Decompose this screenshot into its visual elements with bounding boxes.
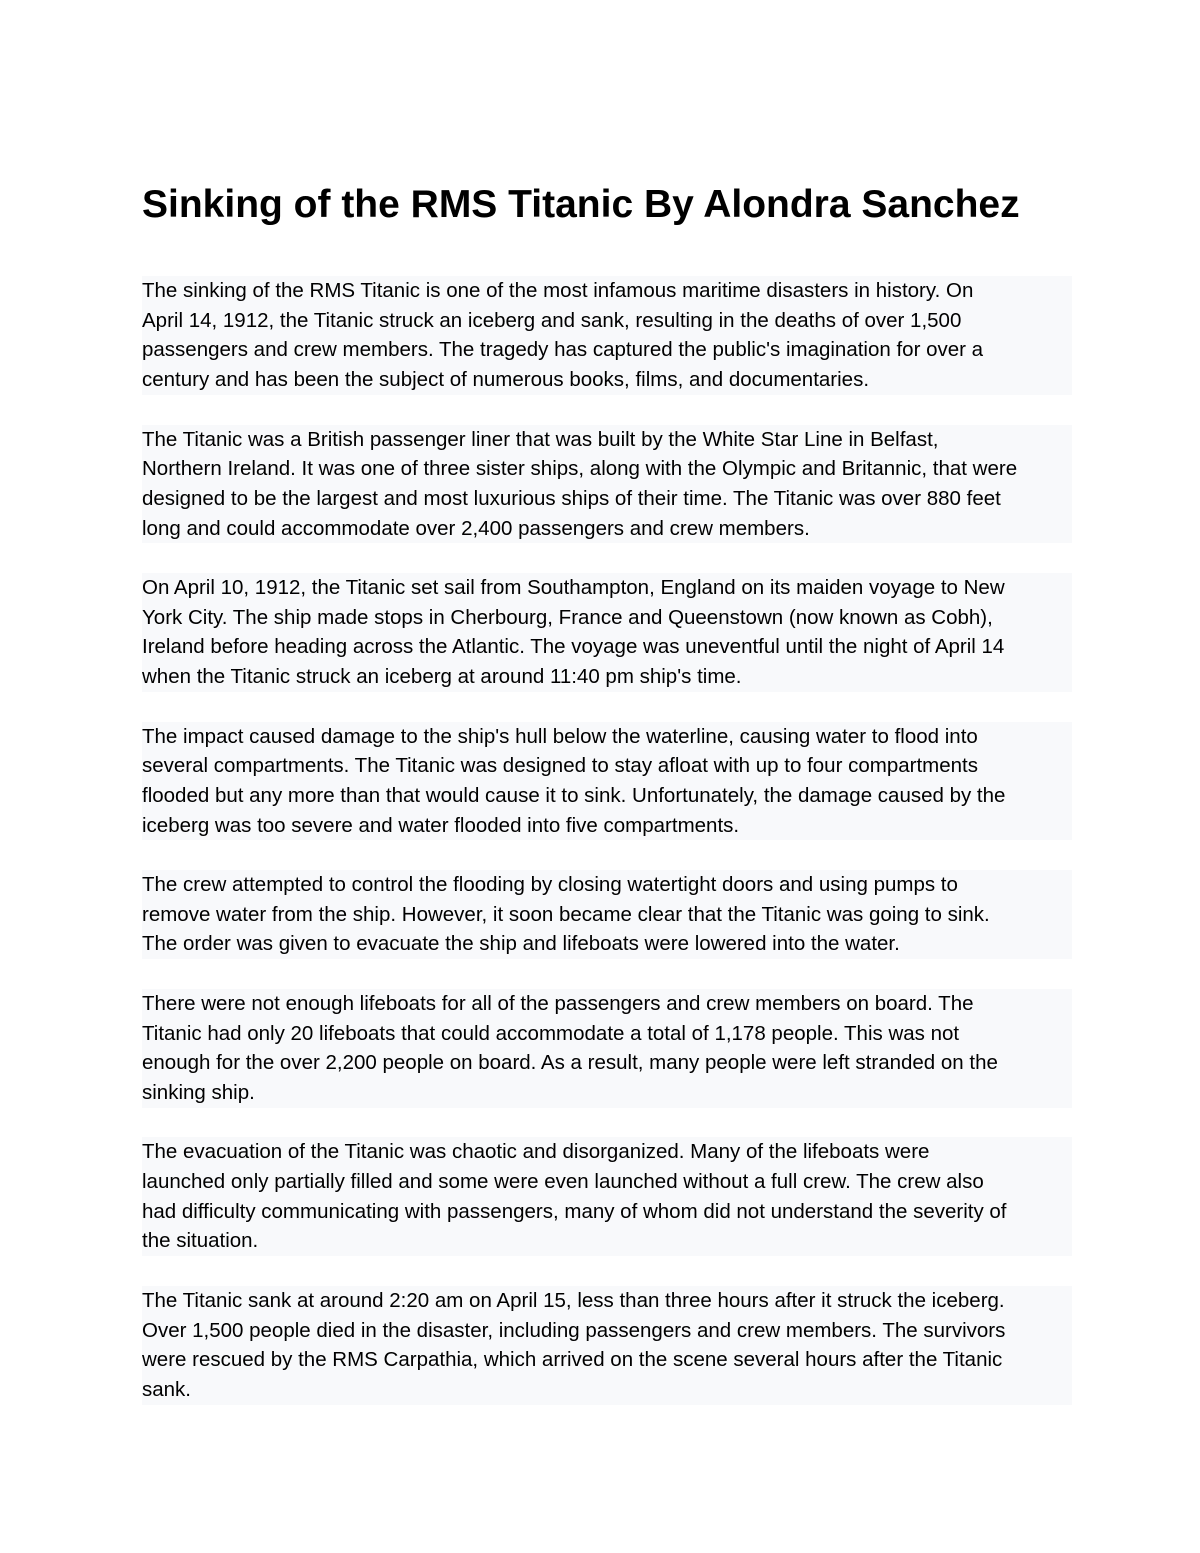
text-line: Over 1,500 people died in the disaster, including passengers and crew members. The survivors xyxy=(142,1316,1072,1346)
text-line: passengers and crew members. The tragedy has captured the public's imagination for over a xyxy=(142,335,1072,365)
document-title: Sinking of the RMS Titanic By Alondra Sanchez xyxy=(142,183,1020,226)
paragraph-sinking xyxy=(142,1286,1072,1405)
text-line: sank. xyxy=(142,1375,1072,1405)
text-line: On April 10, 1912, the Titanic set sail from Southampton, England on its maiden voyage to New xyxy=(142,573,1072,603)
document-body xyxy=(142,276,1072,1434)
paragraph-introduction xyxy=(142,276,1072,395)
text-line: The evacuation of the Titanic was chaotic and disorganized. Many of the lifeboats were xyxy=(142,1137,1072,1167)
text-line: launched only partially filled and some were even launched without a full crew. The crew also xyxy=(142,1167,1072,1197)
paragraph-lifeboats xyxy=(142,989,1072,1108)
text-line: had difficulty communicating with passengers, many of whom did not understand the severity of xyxy=(142,1197,1072,1227)
text-line: long and could accommodate over 2,400 passengers and crew members. xyxy=(142,514,1072,544)
text-line: designed to be the largest and most luxurious ships of their time. The Titanic was over 880 feet xyxy=(142,484,1072,514)
text-line: The order was given to evacuate the ship and lifeboats were lowered into the water. xyxy=(142,929,1072,959)
paragraph-maiden-voyage xyxy=(142,573,1072,692)
text-line: York City. The ship made stops in Cherbourg, France and Queenstown (now known as Cobh), xyxy=(142,603,1072,633)
text-line: enough for the over 2,200 people on board. As a result, many people were left stranded on the xyxy=(142,1048,1072,1078)
text-line: were rescued by the RMS Carpathia, which arrived on the scene several hours after the Titanic xyxy=(142,1345,1072,1375)
text-line: iceberg was too severe and water flooded into five compartments. xyxy=(142,811,1072,841)
text-line: The sinking of the RMS Titanic is one of the most infamous maritime disasters in history. On xyxy=(142,276,1072,306)
text-line: There were not enough lifeboats for all of the passengers and crew members on board. The xyxy=(142,989,1072,1019)
paragraph-crew-response xyxy=(142,870,1072,959)
text-line: when the Titanic struck an iceberg at around 11:40 pm ship's time. xyxy=(142,662,1072,692)
text-line: Northern Ireland. It was one of three sister ships, along with the Olympic and Britannic, that were xyxy=(142,454,1072,484)
text-line: The Titanic sank at around 2:20 am on April 15, less than three hours after it struck the iceberg. xyxy=(142,1286,1072,1316)
text-line: the situation. xyxy=(142,1226,1072,1256)
text-line: remove water from the ship. However, it soon became clear that the Titanic was going to sink. xyxy=(142,900,1072,930)
text-line: sinking ship. xyxy=(142,1078,1072,1108)
text-line: The impact caused damage to the ship's hull below the waterline, causing water to flood into xyxy=(142,722,1072,752)
paragraph-ship-description xyxy=(142,425,1072,544)
paragraph-evacuation xyxy=(142,1137,1072,1256)
text-line: Titanic had only 20 lifeboats that could accommodate a total of 1,178 people. This was not xyxy=(142,1019,1072,1049)
text-line: Ireland before heading across the Atlantic. The voyage was uneventful until the night of April 14 xyxy=(142,632,1072,662)
text-line: century and has been the subject of numerous books, films, and documentaries. xyxy=(142,365,1072,395)
text-line: The crew attempted to control the flooding by closing watertight doors and using pumps to xyxy=(142,870,1072,900)
paragraph-impact xyxy=(142,722,1072,841)
text-line: several compartments. The Titanic was designed to stay afloat with up to four compartments xyxy=(142,751,1072,781)
text-line: April 14, 1912, the Titanic struck an iceberg and sank, resulting in the deaths of over 1,500 xyxy=(142,306,1072,336)
text-line: The Titanic was a British passenger liner that was built by the White Star Line in Belfast, xyxy=(142,425,1072,455)
text-line: flooded but any more than that would cause it to sink. Unfortunately, the damage caused by the xyxy=(142,781,1072,811)
